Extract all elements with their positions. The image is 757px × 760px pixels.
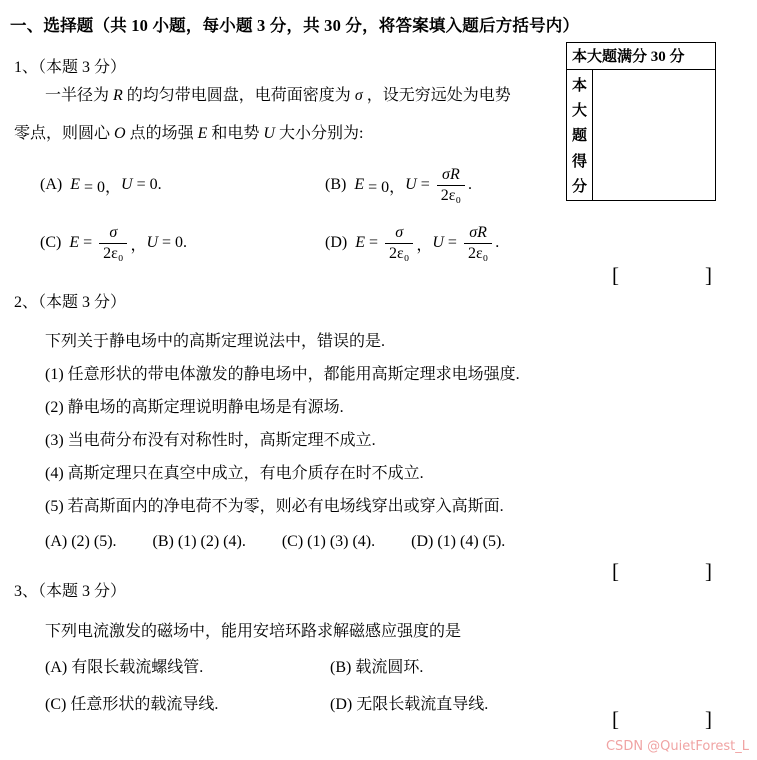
bracket-open: [ [612,263,619,287]
score-side-char: 得 [571,153,587,170]
q3-option-b: (B) 载流圆环. [330,659,424,676]
q2-statement-5: (5) 若高斯面内的净电荷不为零，则必有电场线穿出或穿入高斯面. [45,498,504,515]
score-box-side-label [567,70,593,200]
stem-line-2: 零点，则圆心 O 点的场强 E 和电势 U 大小分别为: [14,125,364,142]
score-box-body [567,70,715,200]
q3-options-row-1 [45,649,757,686]
q2-statement-1: (1) 任意形状的带电体激发的静电场中，都能用高斯定理求电场强度. [45,366,520,383]
q2-option-c: (C) (1) (3) (4). [281,533,376,550]
option-label: (A) [40,176,63,193]
fraction: $\frac{\sigma R}{\text{2ε₀}}$ [464,223,492,262]
option-formula: E = 0， U = 0. [70,176,162,196]
bracket-close: ] [705,707,712,731]
csdn-watermark: CSDN @QuietForest_L [605,739,749,754]
q1-answer-bracket [612,263,712,288]
bracket-close: ] [705,559,712,583]
score-box-header: 本大题满分 30 分 [567,43,715,70]
question-2-head: 2、（本题 3 分） [14,294,127,311]
fraction: $\frac{\sigma}{\text{2ε₀}}$ [385,223,413,262]
q3-option-c: (C) 任意形状的载流导线. [45,696,219,713]
score-side-char: 分 [571,178,587,195]
score-side-char: 题 [571,128,587,145]
option-label: (C) [40,234,62,251]
bracket-close: ] [705,263,712,287]
question-1-head: 1、（本题 3 分） [14,59,127,76]
question-3-stem: 下列电流激发的磁场中，能用安培环路求解磁感应强度的是 [45,623,462,640]
bracket-open: [ [612,559,619,583]
stem-line-1: 一半径为 R 的均匀带电圆盘，电荷面密度为 σ ，设无穷远处为电势 [45,87,511,104]
q3-answer-bracket [612,707,712,732]
fraction: $\frac{\sigma R}{\text{2ε₀}}$ [437,165,465,204]
option-label: (B) [325,176,347,193]
fraction: $\frac{\sigma}{\text{2ε₀}}$ [99,223,127,262]
q1-option-b [325,165,472,204]
option-label: (D) [325,234,348,251]
q2-answer-bracket [612,559,712,584]
option-formula: E = $\frac{\sigma}{\text{2ε₀}}$ ， U = 0. [69,224,188,262]
bracket-open: [ [612,707,619,731]
q2-statement-3: (3) 当电荷分布没有对称性时，高斯定理不成立. [45,432,376,449]
q1-option-d [325,223,499,262]
q2-option-d: (D) (1) (4) (5). [411,533,506,550]
option-formula: E = 0， U = $\frac{\sigma R}{\text{2ε₀}}$ . [354,166,473,204]
q1-options-row-2 [40,217,757,269]
score-box [566,42,716,201]
question-1-stem [0,77,545,153]
score-side-char: 大 [571,103,587,120]
q1-option-a [40,174,325,197]
score-entry-area [593,70,715,200]
q3-option-d: (D) 无限长载流直导线. [330,696,489,713]
q2-answer-options [45,525,757,558]
q2-option-b: (B) (1) (2) (4). [152,533,246,550]
score-side-char: 本 [571,78,587,95]
question-2-stem: 下列关于静电场中的高斯定理说法中，错误的是. [45,333,386,350]
option-formula: E = $\frac{\sigma}{\text{2ε₀}}$ ， U = $\frac{\sigma R}{\text{2ε₀}}$ . [355,224,500,262]
section-title: 一、选择题（共 10 小题，每小题 3 分，共 30 分，将答案填入题后方括号内） [10,16,580,35]
question-3-head: 3、（本题 3 分） [14,583,127,600]
q3-option-a: (A) 有限长载流螺线管. [45,659,204,676]
q1-option-c [40,223,325,262]
q2-option-a: (A) (2) (5). [45,533,117,550]
q2-statement-2: (2) 静电场的高斯定理说明静电场是有源场. [45,399,344,416]
q2-statement-4: (4) 高斯定理只在真空中成立，有电介质存在时不成立. [45,465,424,482]
